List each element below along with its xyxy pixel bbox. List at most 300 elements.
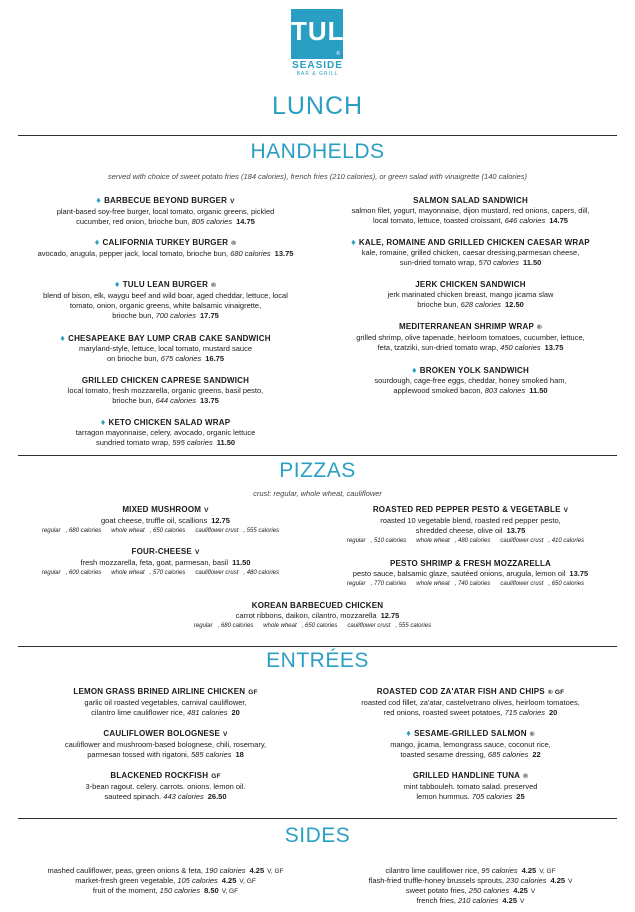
menu-item-name [322, 321, 619, 333]
side-item [18, 886, 313, 897]
price: 14.75 [549, 216, 568, 225]
pizza-item [18, 546, 313, 578]
section-divider [18, 646, 617, 647]
description-text: sun-dried tomato wrap, [399, 258, 477, 267]
crust-option: whole wheat , 650 calories [111, 528, 186, 534]
item-name-text: CHESAPEAKE BAY LUMP CRAB CAKE SANDWICH [68, 334, 271, 343]
description-text: roasted 10 vegetable blend, roasted red pepper pesto, [380, 516, 561, 525]
menu-item-name [18, 504, 313, 516]
description-text: carrot ribbons, daikon, cilantro, mozzarella [235, 611, 377, 620]
menu-item-name [322, 558, 619, 569]
handhelds-right-column [322, 195, 619, 425]
item-name-text: JERK CHICKEN SANDWICH [415, 280, 526, 289]
side-text: french fries, [416, 896, 456, 905]
calories: 805 calories [191, 217, 233, 226]
price: 13.75 [569, 569, 589, 578]
price: 17.75 [200, 311, 219, 320]
menu-item [18, 195, 313, 227]
price: 13.75 [506, 526, 526, 535]
side-text: cilantro lime cauliflower rice, [385, 866, 480, 875]
calories: 715 calories [504, 708, 546, 717]
menu-item-name [18, 237, 313, 249]
calories: 150 calories [159, 886, 201, 895]
item-name-text: ROASTED RED PEPPER PESTO & VEGETABLE [372, 505, 561, 514]
price: 22 [532, 750, 541, 759]
crust-calories-value: 600 calories [68, 570, 102, 576]
description-text: sourdough, cage-free eggs, cheddar, honey smoked ham, [374, 376, 567, 385]
item-description [18, 207, 313, 217]
menu-item-name [322, 504, 619, 516]
crust-label: cauliflower crust [195, 570, 239, 576]
menu-item-name [18, 195, 313, 207]
description-text: salmon filet, yogurt, mayonnaise, dijon mustard, red onions, capers, dill, [351, 206, 590, 215]
item-description [18, 750, 313, 760]
crust-label: cauliflower crust [347, 623, 391, 629]
diamond-icon: ♦ [100, 417, 106, 427]
pizza-item [322, 558, 619, 589]
menu-item-name [120, 600, 515, 611]
crust-calories [322, 579, 619, 589]
item-description [322, 333, 619, 343]
menu-item [18, 279, 313, 321]
menu-item [322, 237, 619, 268]
description-text: local tomato, lettuce, toasted croissant, [373, 216, 503, 225]
description-text: kale, romaine, grilled chicken, caesar dressing,parmesan cheese, [361, 248, 580, 257]
crust-calories [18, 568, 313, 578]
crust-option: cauliflower crust , 555 calories [347, 623, 432, 629]
item-tag: V, GF [539, 868, 556, 875]
item-name-text: SALMON SALAD SANDWICH [413, 196, 528, 205]
crust-calories-value: 555 calories [246, 528, 280, 534]
menu-item-name [322, 237, 619, 248]
menu-item-name [18, 728, 313, 740]
item-description [322, 750, 619, 760]
menu-item [322, 279, 619, 310]
item-tag: V [204, 507, 209, 514]
crust-option: regular , 600 calories [41, 570, 102, 576]
calories: 210 calories [457, 896, 499, 905]
item-description [18, 249, 313, 259]
description-text: sundried tomato wrap, [95, 438, 171, 447]
menu-item [18, 333, 313, 364]
item-description [18, 344, 313, 354]
menu-item-name [18, 375, 313, 386]
description-text: pesto sauce, balsamic glaze, sautéed onions, arugula, lemon oil [352, 569, 566, 578]
item-name-text: KOREAN BARBECUED CHICKEN [251, 601, 384, 610]
menu-item-name [18, 546, 313, 558]
side-text: fruit of the moment, [92, 886, 158, 895]
price: 13.75 [544, 343, 564, 352]
crust-calories-value: 410 calories [551, 538, 585, 544]
price: 11.50 [529, 386, 548, 395]
item-description [322, 300, 619, 310]
side-text: market-fresh green vegetable, [75, 876, 176, 885]
calories: 700 calories [155, 311, 197, 320]
section-divider [18, 135, 617, 136]
item-name-text: ROASTED COD ZA'ATAR FISH AND CHIPS [376, 687, 545, 696]
pizzas-left-column [18, 504, 313, 594]
description-text: toasted sesame dressing, [400, 750, 486, 759]
sides-left-column [18, 866, 313, 906]
calories: 95 calories [481, 866, 518, 875]
crust-option: whole wheat , 650 calories [263, 623, 338, 629]
crust-label: cauliflower crust [500, 538, 544, 544]
crust-calories [18, 526, 313, 536]
price: 12.75 [380, 611, 400, 620]
diamond-icon: ♦ [412, 365, 417, 375]
calories: 570 calories [478, 258, 519, 267]
item-name-text: BARBECUE BEYOND BURGER [104, 196, 228, 205]
item-tag: V [520, 898, 525, 905]
logo-tagline: BAR & GRILL [296, 71, 339, 77]
item-description [18, 301, 313, 311]
crust-option: cauliflower crust , 650 calories [500, 581, 585, 587]
crust-calories-value: 555 calories [398, 623, 432, 629]
price: 13.75 [274, 249, 294, 258]
price: 18 [235, 750, 244, 759]
crust-option: cauliflower crust , 480 calories [195, 570, 280, 576]
description-text: brioche bun, [417, 300, 459, 309]
calories: 675 calories [160, 354, 202, 363]
item-tag: ® [537, 324, 543, 331]
description-text: grilled shrimp, olive tapenade, heirloom tomatoes, cucumber, lettuce, [356, 333, 585, 342]
pizza-item [120, 600, 515, 631]
description-text: mango, jicama, lemongrass sauce, coconut rice, [390, 740, 551, 749]
price: 20 [549, 708, 558, 717]
description-text: brioche bun, [112, 396, 154, 405]
section-title-sides: SIDES [284, 824, 351, 847]
crust-option: whole wheat , 740 calories [416, 581, 491, 587]
item-name-text: CAULIFLOWER BOLOGNESE [103, 729, 221, 738]
menu-item [18, 728, 313, 760]
crust-label: regular [41, 570, 61, 576]
crust-option: cauliflower crust , 555 calories [195, 528, 280, 534]
description-text: garlic oil roasted vegetables, carnival cauliflower, [84, 698, 247, 707]
menu-item [322, 686, 619, 718]
item-description [18, 291, 313, 301]
item-description [18, 782, 313, 792]
crust-calories-value: 480 calories [246, 570, 280, 576]
item-description [18, 354, 313, 364]
menu-item [322, 365, 619, 396]
menu-item [18, 237, 313, 259]
price: 4.25 [550, 876, 566, 885]
calories: 628 calories [460, 300, 502, 309]
description-text: plant-based soy-free burger, local tomato, organic greens, pickled [56, 207, 275, 216]
page-title: LUNCH [271, 92, 364, 120]
item-tag: ® [211, 282, 217, 289]
diamond-icon: ♦ [60, 333, 66, 343]
menu-item [18, 686, 313, 718]
price: 25 [516, 792, 525, 801]
crust-label: cauliflower crust [195, 528, 239, 534]
item-description [18, 792, 313, 802]
price: 12.75 [211, 516, 230, 525]
item-description [322, 290, 619, 300]
menu-item-name [322, 728, 619, 740]
item-tag: ® [231, 240, 237, 247]
price: 4.25 [249, 866, 265, 875]
crust-calories-value: 650 calories [305, 623, 338, 629]
item-description [18, 708, 313, 718]
side-item [322, 896, 619, 907]
menu-item [18, 417, 313, 448]
diamond-icon: ♦ [96, 195, 102, 205]
item-name-text: MEDITERRANEAN SHRIMP WRAP [398, 322, 535, 331]
price: 4.25 [513, 886, 528, 895]
pizza-item [18, 504, 313, 536]
item-description [322, 216, 619, 226]
description-text: tomato, onion, organic greens, white balsamic vinaigrette, [69, 301, 262, 310]
item-name-text: FOUR-CHEESE [131, 547, 192, 556]
crust-calories-value: 570 calories [153, 570, 186, 576]
item-name-text: GRILLED CHICKEN CAPRESE SANDWICH [81, 376, 250, 385]
item-tag: ® GF [547, 689, 565, 696]
entrees-right-column [322, 686, 619, 804]
crust-option: whole wheat , 480 calories [416, 538, 491, 544]
description-text: cucumber, red onion, brioche bun, [76, 217, 190, 226]
menu-item-name [322, 686, 619, 698]
pizzas-right-column [322, 504, 619, 594]
description-text: roasted cod fillet, za'atar, castelvetrano olives, heirloom tomatoes, [361, 698, 580, 707]
item-description [322, 206, 619, 216]
logo-registered-mark: ® [336, 51, 340, 57]
logo-text: TULU [291, 16, 365, 46]
crust-label: whole wheat [263, 623, 297, 629]
menu-item [322, 321, 619, 353]
crust-label: regular [346, 581, 366, 587]
calories: 450 calories [500, 343, 541, 352]
crust-label: cauliflower crust [500, 581, 544, 587]
item-name-text: BLACKENED ROCKFISH [110, 771, 209, 780]
item-tag: V [194, 549, 200, 556]
entrees-left-column [18, 686, 313, 804]
crust-label: whole wheat [416, 538, 450, 544]
calories: 680 calories [230, 249, 271, 258]
item-tag: ® [523, 773, 529, 780]
description-text: goat cheese, truffle oil, scallions [101, 516, 208, 525]
description-text: fresh mozzarella, feta, goat, parmesan, basil [80, 558, 229, 567]
item-tag: V [568, 878, 573, 885]
item-description [18, 740, 313, 750]
item-tag: V [563, 507, 569, 514]
item-name-text: BROKEN YOLK SANDWICH [419, 366, 529, 375]
item-description [322, 258, 619, 268]
section-divider [18, 455, 617, 456]
calories: 481 calories [187, 708, 228, 717]
item-description [322, 516, 619, 526]
handhelds-note: served with choice of sweet potato fries (184 calories), french fries (210 calories), or green salad with vinaigrette (140 calories) [108, 172, 527, 181]
description-text: parmesan tossed with rigatoni, [87, 750, 189, 759]
pizza-item [322, 504, 619, 546]
description-text: local tomato, fresh mozzarella, organic greens, basil pesto, [67, 386, 264, 395]
item-description [18, 217, 313, 227]
side-text: sweet potato fries, [405, 886, 467, 895]
calories: 595 calories [172, 438, 213, 447]
item-description [18, 428, 313, 438]
item-tag: V, GF [239, 878, 256, 885]
crust-label: whole wheat [111, 528, 145, 534]
item-description [322, 526, 619, 536]
price: 11.50 [522, 258, 542, 267]
item-description [120, 611, 515, 621]
description-text: tarragon mayonnaise, celery, avocado, organic lettuce [75, 428, 256, 437]
item-description [322, 740, 619, 750]
section-title-handhelds: HANDHELDS [250, 140, 385, 163]
item-name-text: GRILLED HANDLINE TUNA [412, 771, 521, 780]
description-text: 3-bean ragout. celery. carrots. onions. lemon oil. [85, 782, 246, 791]
calories: 705 calories [471, 792, 513, 801]
menu-item-name [18, 279, 313, 291]
description-text: cilantro lime cauliflower rice, [91, 708, 185, 717]
crust-calories-value: 740 calories [458, 581, 491, 587]
item-description [18, 311, 313, 321]
item-description [322, 792, 619, 802]
item-name-text: KETO CHICKEN SALAD WRAP [108, 418, 231, 427]
price: 26.50 [207, 792, 227, 801]
crust-option: regular , 770 calories [346, 581, 407, 587]
price: 16.75 [205, 354, 225, 363]
menu-item-name [18, 417, 313, 428]
item-tag: GF [248, 689, 258, 696]
price: 11.50 [216, 438, 236, 447]
item-tag: V [530, 888, 536, 895]
section-title-entrees: ENTRÉES [266, 649, 369, 672]
crust-option: regular , 680 calories [41, 528, 102, 534]
menu-item-name [322, 365, 619, 376]
calories: 443 calories [163, 792, 204, 801]
brand-logo [291, 9, 365, 59]
description-text: maryland-style, lettuce, local tomato, mustard sauce [79, 344, 252, 353]
crust-label: whole wheat [416, 581, 450, 587]
crust-option: cauliflower crust , 410 calories [500, 538, 585, 544]
item-name-text: KALE, ROMAINE AND GRILLED CHICKEN CAESAR WRAP [358, 238, 590, 247]
item-description [18, 396, 313, 406]
item-description [18, 516, 313, 526]
item-tag: V, GF [221, 888, 239, 895]
item-name-text: SESAME-GRILLED SALMON [414, 729, 527, 738]
description-text: brioche bun, [112, 311, 154, 320]
calories: 190 calories [205, 866, 246, 875]
menu-item-name [322, 770, 619, 782]
menu-item [322, 195, 619, 226]
crust-calories-value: 770 calories [373, 581, 407, 587]
diamond-icon: ♦ [114, 279, 120, 289]
crust-calories [322, 536, 619, 546]
menu-item [18, 770, 313, 802]
price: 13.75 [200, 396, 219, 405]
price: 12.50 [505, 300, 524, 309]
diamond-icon: ♦ [94, 237, 100, 247]
description-text: cauliflower and mushroom-based bolognese, chili, rosemary, [64, 740, 267, 749]
menu-item-name [322, 195, 619, 206]
description-text: on brioche bun, [106, 354, 159, 363]
calories: 105 calories [177, 876, 218, 885]
side-text: mashed cauliflower, peas, green onions & feta, [47, 866, 203, 875]
crust-option: whole wheat , 570 calories [111, 570, 186, 576]
crust-option: regular , 510 calories [346, 538, 407, 544]
item-name-text: LEMON GRASS BRINED AIRLINE CHICKEN [73, 687, 246, 696]
section-title-pizzas: PIZZAS [279, 459, 356, 482]
price: 14.75 [236, 217, 255, 226]
menu-item-name [322, 279, 619, 290]
crust-calories-value: 650 calories [153, 528, 186, 534]
calories: 250 calories [468, 886, 510, 895]
menu-item-name [18, 686, 313, 698]
price: 20 [231, 708, 240, 717]
item-tag: V [223, 731, 228, 738]
menu-item [322, 770, 619, 802]
item-description [18, 386, 313, 396]
item-description [322, 248, 619, 258]
description-text: feta, tzatziki, sun-dried tomato wrap, [377, 343, 499, 352]
crust-option: regular , 680 calories [193, 623, 254, 629]
calories: 803 calories [484, 386, 526, 395]
section-divider [18, 818, 617, 819]
item-description [322, 386, 619, 396]
crust-calories [120, 621, 515, 631]
item-description [18, 438, 313, 448]
description-text: blend of bison, elk, waygu beef and wild boar, aged cheddar, lettuce, local [43, 291, 288, 300]
crust-calories-value: 680 calories [220, 623, 254, 629]
calories: 646 calories [504, 216, 546, 225]
diamond-icon: ♦ [351, 237, 356, 247]
item-description [322, 782, 619, 792]
description-text: mint tabbouleh. tomato salad. preserved [403, 782, 538, 791]
crust-label: whole wheat [111, 570, 145, 576]
crust-label: regular [41, 528, 61, 534]
description-text: avocado, arugula, pepper jack, local tomato, brioche bun, [37, 249, 229, 258]
calories: 644 calories [155, 396, 197, 405]
sides-right-column [322, 866, 619, 912]
diamond-icon: ♦ [406, 728, 412, 738]
description-text: red onions, roasted sweet potatoes, [383, 708, 503, 717]
item-description [322, 698, 619, 708]
item-description [322, 569, 619, 579]
crust-calories-value: 480 calories [458, 538, 491, 544]
price: 4.25 [502, 896, 517, 905]
menu-item-name [18, 770, 313, 782]
price: 4.25 [221, 876, 237, 885]
description-text: sauteed spinach. [104, 792, 162, 801]
item-name-text: CALIFORNIA TURKEY BURGER [102, 238, 229, 247]
item-name-text: PESTO SHRIMP & FRESH MOZZARELLA [389, 559, 552, 568]
description-text: applewood smoked bacon, [393, 386, 483, 395]
price: 4.25 [521, 866, 537, 875]
crust-label: regular [193, 623, 213, 629]
item-description [18, 698, 313, 708]
pizzas-note: crust: regular, whole wheat, cauliflower [253, 489, 382, 498]
price: 11.50 [232, 558, 251, 567]
item-tag: V [230, 198, 235, 205]
item-description [322, 343, 619, 353]
item-name-text: TULU LEAN BURGER [122, 280, 209, 289]
item-tag: GF [211, 773, 221, 780]
item-description [18, 558, 313, 568]
crust-calories-value: 650 calories [551, 581, 585, 587]
crust-label: regular [346, 538, 366, 544]
side-text: flash-fried truffle-honey brussels sprouts, [368, 876, 504, 885]
description-text: shredded cheese, olive oil [415, 526, 503, 535]
pizzas-center-column [120, 600, 515, 640]
crust-calories-value: 510 calories [373, 538, 407, 544]
menu-item [322, 728, 619, 760]
description-text: lemon hummus. [416, 792, 470, 801]
calories: 585 calories [191, 750, 232, 759]
description-text: jerk marinated chicken breast, mango jicama slaw [387, 290, 554, 299]
item-tag: ® [529, 731, 535, 738]
item-description [322, 376, 619, 386]
